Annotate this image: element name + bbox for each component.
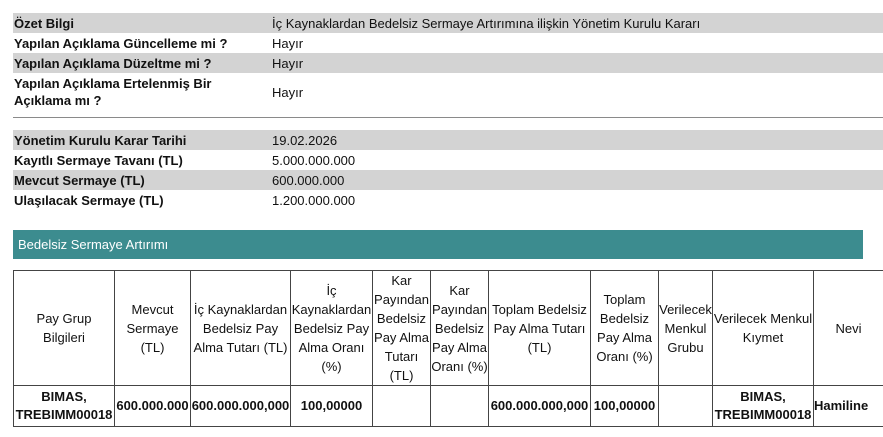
detail-row-karar-tarihi <box>13 130 883 150</box>
summary-value: Hayır <box>272 35 304 51</box>
detail-label: Kayıtlı Sermaye Tavanı (TL) <box>14 152 183 168</box>
summary-label: Yapılan Açıklama Güncelleme mi ? <box>14 35 228 51</box>
detail-row-ulasilacak-sermaye <box>13 190 883 210</box>
cell-toplam-oran: 100,00000 <box>591 386 659 427</box>
header-mevcut-sermaye: Mevcut Sermaye (TL) <box>115 271 191 386</box>
cell-kar-payi-tutar <box>373 386 431 427</box>
cell-ic-kaynak-oran: 100,00000 <box>291 386 373 427</box>
cell-menkul-grubu <box>659 386 713 427</box>
cell-kar-payi-oran <box>431 386 489 427</box>
detail-label: Mevcut Sermaye (TL) <box>13 170 271 190</box>
cell-ic-kaynak-tutar: 600.000.000,000 <box>191 386 291 427</box>
detail-value: 5.000.000.000 <box>272 152 356 168</box>
detail-row-mevcut-sermaye <box>13 170 883 190</box>
detail-value: 19.02.2026 <box>271 130 883 150</box>
detail-label: Ulaşılacak Sermaye (TL) <box>14 192 164 208</box>
cell-mevcut-sermaye: 600.000.000 <box>115 386 191 427</box>
header-ic-kaynak-oran: İç Kaynaklardan Bedelsiz Pay Alma Oranı (%) <box>291 271 373 386</box>
summary-table <box>13 13 883 111</box>
header-menkul-grubu: Verilecek Menkul Grubu <box>659 271 713 386</box>
header-kar-payi-oran: Kar Payından Bedelsiz Pay Alma Oranı (%) <box>431 271 489 386</box>
detail-row-kayitli-sermaye <box>13 150 883 170</box>
header-toplam-oran: Toplam Bedelsiz Pay Alma Oranı (%) <box>591 271 659 386</box>
summary-row-ozet <box>13 13 883 33</box>
summary-label: Özet Bilgi <box>13 13 271 33</box>
detail-value: 600.000.000 <box>271 170 883 190</box>
header-toplam-tutar: Toplam Bedelsiz Pay Alma Tutarı (TL) <box>489 271 591 386</box>
disclosure-info <box>13 0 883 210</box>
summary-label: Yapılan Açıklama Düzeltme mi ? <box>13 53 271 73</box>
cell-toplam-tutar: 600.000.000,000 <box>489 386 591 427</box>
cell-menkul-kiymet: BIMAS, TREBIMM00018 <box>713 386 814 427</box>
section-header: Bedelsiz Sermaye Artırımı <box>13 230 863 259</box>
cell-nevi: Hamiline <box>814 386 883 427</box>
header-kar-payi-tutar: Kar Payından Bedelsiz Pay Alma Tutarı (TL) <box>373 271 431 386</box>
detail-value: 1.200.000.000 <box>272 192 356 208</box>
summary-label: Yapılan Açıklama Ertelenmiş Bir Açıklama mı ? <box>14 76 212 108</box>
divider <box>13 117 883 118</box>
header-ic-kaynak-tutar: İç Kaynaklardan Bedelsiz Pay Alma Tutarı (TL) <box>191 271 291 386</box>
details-table <box>13 130 883 210</box>
header-pay-grup: Pay Grup Bilgileri <box>14 271 115 386</box>
summary-value: Hayır <box>271 53 883 73</box>
summary-value: Hayır <box>272 84 304 100</box>
header-menkul-kiymet: Verilecek Menkul Kıymet <box>713 271 814 386</box>
detail-label: Yönetim Kurulu Karar Tarihi <box>13 130 271 150</box>
summary-value: İç Kaynaklardan Bedelsiz Sermaye Artırımına ilişkin Yönetim Kurulu Kararı <box>271 13 883 33</box>
summary-row-guncelleme <box>13 33 883 53</box>
summary-row-ertelenmis <box>13 73 883 111</box>
summary-row-duzeltme <box>13 53 883 73</box>
table-row <box>14 386 883 427</box>
table-header-row <box>14 271 883 386</box>
capital-increase-table <box>13 270 883 427</box>
cell-pay-grup: BIMAS, TREBIMM00018 <box>14 386 115 427</box>
header-nevi: Nevi <box>814 271 883 386</box>
